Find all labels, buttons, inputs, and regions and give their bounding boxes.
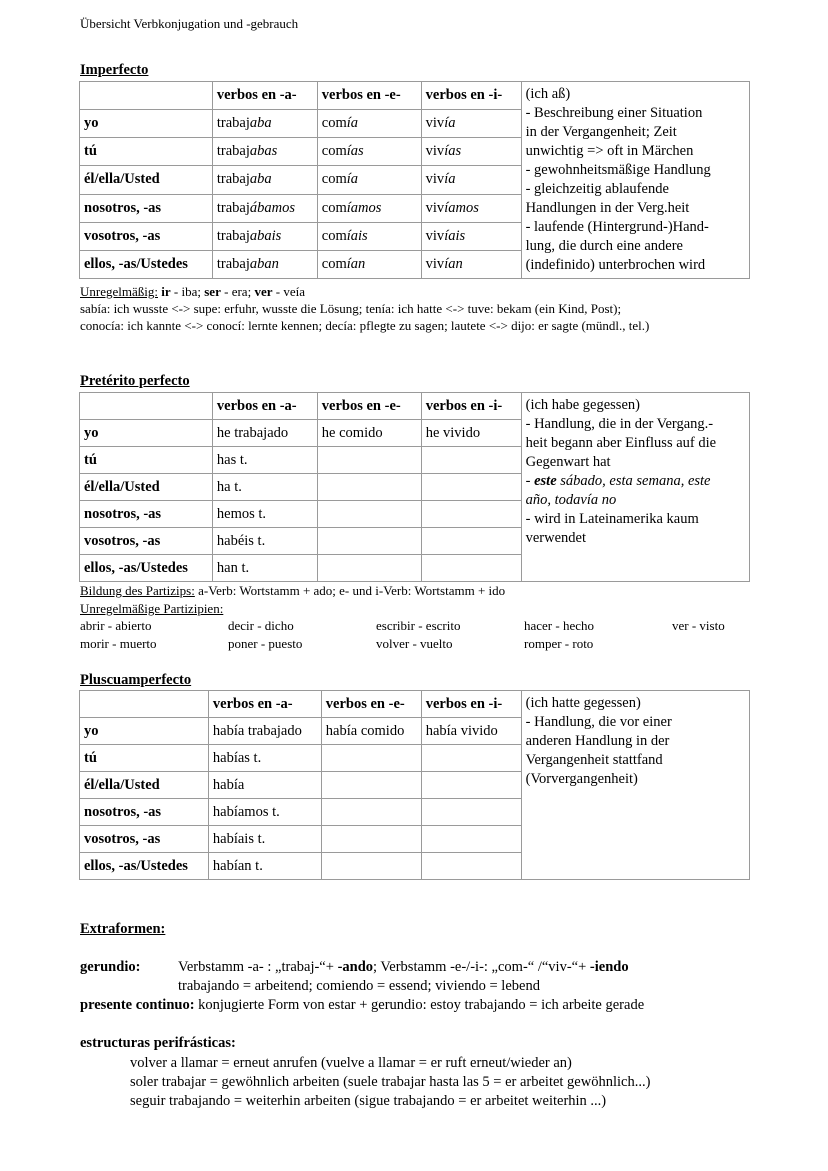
- gerundio-text: ; Verbstamm -e-/-i-: „com-“ /“viv-“+: [373, 959, 590, 975]
- stem: viv: [425, 171, 445, 188]
- ending: aba: [249, 171, 272, 188]
- note-line: (indefinido) unterbrochen wird: [525, 257, 706, 273]
- stem: viv: [425, 115, 445, 132]
- irregular-participles-grid: [80, 617, 780, 653]
- ending: ábamos: [249, 199, 296, 216]
- header-a: verbos en -a-: [212, 393, 317, 420]
- form-a-cell: había trabajado: [208, 718, 321, 745]
- stem: trabaj: [216, 199, 250, 216]
- person-cell: yo: [80, 718, 209, 745]
- form-a-cell: [212, 110, 317, 138]
- form-i-cell: he vivido: [421, 420, 521, 447]
- participle-item: hacer - hecho: [524, 618, 595, 633]
- estructuras-list: [130, 1054, 790, 1111]
- person-cell: él/ella/Usted: [80, 772, 209, 799]
- form-i-cell: [421, 222, 521, 250]
- pluscuamperfecto-notes: [521, 691, 749, 880]
- list-item: volver a llamar = erneut anrufen (vuelve a llamar = er ruft erneut/wieder an): [130, 1055, 572, 1071]
- header-a: verbos en -a-: [208, 691, 321, 718]
- pluscuamperfecto-title: Pluscuamperfecto: [80, 672, 192, 688]
- stem: com: [321, 199, 347, 216]
- note-line: - gewohnheitsmäßige Handlung: [525, 162, 711, 178]
- person-cell: vosotros, -as: [80, 528, 213, 555]
- note-line: lung, die durch eine andere: [525, 238, 683, 254]
- form-e-cell: había comido: [321, 718, 421, 745]
- form-i-cell: [421, 799, 521, 826]
- form-e-cell: [317, 166, 421, 194]
- note-prefix: -: [525, 473, 535, 489]
- note-line: - wird in Lateinamerika kaum: [525, 511, 699, 527]
- form-a-cell: habíais t.: [208, 826, 321, 853]
- form-i-cell: [421, 826, 521, 853]
- person-cell: ellos, -as/Ustedes: [80, 853, 209, 880]
- imperfecto-title: Imperfecto: [80, 62, 149, 78]
- note-line: Vergangenheit stattfand: [525, 752, 663, 768]
- note-line: (Vorvergangenheit): [525, 771, 638, 787]
- stem: trabaj: [216, 115, 250, 132]
- note-line: heit begann aber Einfluss auf die: [525, 435, 717, 451]
- note-line: - Beschreibung einer Situation: [525, 105, 703, 121]
- participle-formation: [80, 582, 780, 599]
- person-cell: ellos, -as/Ustedes: [80, 250, 213, 278]
- ending: ía: [346, 115, 359, 132]
- estructuras-label: estructuras perifrásticas:: [80, 1035, 236, 1051]
- stem: com: [321, 171, 347, 188]
- irregular-form: era: [231, 284, 248, 299]
- note-line: [526, 472, 745, 491]
- form-e-cell: [317, 528, 421, 555]
- form-e-cell: [317, 194, 421, 222]
- person-cell: nosotros, -as: [80, 799, 209, 826]
- form-i-cell: [421, 745, 521, 772]
- form-i-cell: [421, 110, 521, 138]
- empty-header-cell: [80, 82, 213, 110]
- form-i-cell: [421, 194, 521, 222]
- form-i-cell: [421, 501, 521, 528]
- note-rest: sábado, esta semana, este: [556, 473, 711, 489]
- ending: ían: [346, 255, 366, 272]
- person-cell: nosotros, -as: [80, 194, 213, 222]
- header-e: verbos en -e-: [317, 82, 421, 110]
- irregular-verb: ser: [204, 284, 221, 299]
- irregular-verb: ver: [254, 284, 273, 299]
- gerundio-examples: trabajando = arbeitend; comiendo = essend; viviendo = lebend: [178, 978, 540, 994]
- stem: com: [321, 255, 347, 272]
- separator: -: [272, 284, 284, 299]
- form-e-cell: [321, 799, 421, 826]
- form-a-cell: [212, 166, 317, 194]
- person-cell: nosotros, -as: [80, 501, 213, 528]
- stem: trabaj: [216, 255, 250, 272]
- form-i-cell: [421, 528, 521, 555]
- participle-item: poner - puesto: [228, 636, 303, 651]
- participle-label: Bildung des Partizips:: [80, 583, 195, 598]
- form-e-cell: [317, 474, 421, 501]
- ending: abas: [249, 143, 278, 160]
- ending: íais: [346, 227, 368, 244]
- preterito-perfecto-title: Pretérito perfecto: [80, 373, 190, 389]
- participle-item: morir - muerto: [80, 636, 157, 651]
- note-line: (ich hatte gegessen): [525, 695, 641, 711]
- page-title: Übersicht Verbkonjugation und -gebrauch: [80, 16, 299, 31]
- irregular-line: [80, 283, 780, 300]
- note-line: - Handlung, die vor einer: [525, 714, 672, 730]
- header-e: verbos en -e-: [317, 393, 421, 420]
- note-line: - Handlung, die in der Vergang.-: [525, 416, 714, 432]
- person-cell: tú: [80, 745, 209, 772]
- header-e: verbos en -e-: [321, 691, 421, 718]
- stem: viv: [425, 227, 445, 244]
- form-i-cell: [421, 853, 521, 880]
- note-line: - gleichzeitig ablaufende: [525, 181, 669, 197]
- note-bold: este: [534, 473, 557, 489]
- form-i-cell: [421, 250, 521, 278]
- form-e-cell: [321, 826, 421, 853]
- ending: ía: [444, 171, 456, 188]
- form-i-cell: [421, 474, 521, 501]
- person-cell: tú: [80, 138, 213, 166]
- form-e-cell: [317, 222, 421, 250]
- pluscuamperfecto-table: [79, 690, 750, 880]
- form-e-cell: [317, 555, 421, 582]
- separator: -: [220, 284, 232, 299]
- ending: íamos: [346, 199, 382, 216]
- form-a-cell: [212, 194, 317, 222]
- note-line: año, todavía no: [525, 492, 617, 508]
- person-cell: vosotros, -as: [80, 222, 213, 250]
- stem: viv: [425, 199, 445, 216]
- presente-continuo-label: presente continuo:: [80, 997, 195, 1013]
- form-e-cell: [317, 110, 421, 138]
- meaning-line: conocía: ich kannte <-> conocí: lernte kennen; decía: pflegte zu sagen; lautete <-> dijo: er sagte (mündl., tel.): [80, 318, 650, 333]
- person-cell: vosotros, -as: [80, 826, 209, 853]
- form-i-cell: [421, 555, 521, 582]
- participle-item: volver - vuelto: [376, 636, 453, 651]
- ending: ías: [444, 143, 462, 160]
- form-a-cell: han t.: [212, 555, 317, 582]
- form-a-cell: [212, 250, 317, 278]
- form-i-cell: [421, 447, 521, 474]
- stem: com: [321, 115, 347, 132]
- note-line: (ich habe gegessen): [525, 397, 640, 413]
- form-e-cell: he comido: [317, 420, 421, 447]
- ending: íais: [444, 227, 466, 244]
- note-line: Handlungen in der Verg.heit: [525, 200, 690, 216]
- gerundio-line: [80, 958, 780, 977]
- gerundio-rule: [178, 958, 629, 977]
- note-line: Gegenwart hat: [525, 454, 611, 470]
- ending: íamos: [444, 199, 479, 216]
- preterito-perfecto-notes: [521, 393, 749, 582]
- imperfecto-table: [79, 81, 750, 279]
- form-a-cell: [212, 138, 317, 166]
- participle-text: a-Verb: Wortstamm + ado; e- und i-Verb: Wortstamm + ido: [194, 583, 506, 598]
- form-a-cell: ha t.: [212, 474, 317, 501]
- ending: ías: [346, 143, 364, 160]
- stem: viv: [425, 255, 445, 272]
- gerundio-text: Verbstamm -a- : „trabaj-“+: [178, 959, 338, 975]
- person-cell: él/ella/Usted: [80, 474, 213, 501]
- stem: com: [321, 143, 347, 160]
- note-line: (ich aß): [525, 86, 571, 102]
- gerundio-ending: -ando: [337, 959, 374, 975]
- participle-item: escribir - escrito: [376, 618, 461, 633]
- form-e-cell: [321, 772, 421, 799]
- participle-item: abrir - abierto: [80, 618, 152, 633]
- imperfecto-notes: [521, 82, 749, 279]
- person-cell: tú: [80, 447, 213, 474]
- person-cell: él/ella/Usted: [80, 166, 213, 194]
- joiner: ;: [247, 284, 255, 299]
- form-a-cell: habías t.: [208, 745, 321, 772]
- presente-continuo-line: [80, 996, 780, 1015]
- form-e-cell: [317, 447, 421, 474]
- form-e-cell: [321, 853, 421, 880]
- form-e-cell: [321, 745, 421, 772]
- person-cell: yo: [80, 420, 213, 447]
- ending: abais: [249, 227, 282, 244]
- form-a-cell: has t.: [212, 447, 317, 474]
- imperfecto-irregular: [80, 283, 780, 334]
- form-i-cell: había vivido: [421, 718, 521, 745]
- form-a-cell: hemos t.: [212, 501, 317, 528]
- note-line: anderen Handlung in der: [525, 733, 670, 749]
- empty-header-cell: [80, 393, 213, 420]
- joiner: ;: [197, 284, 205, 299]
- irregular-form: veía: [283, 284, 305, 299]
- form-i-cell: [421, 138, 521, 166]
- gerundio-label: gerundio:: [80, 959, 141, 975]
- presente-continuo-text: konjugierte Form von estar + gerundio: estoy trabajando = ich arbeite gerade: [194, 997, 645, 1013]
- stem: trabaj: [216, 171, 250, 188]
- person-cell: ellos, -as/Ustedes: [80, 555, 213, 582]
- header-i: verbos en -i-: [421, 82, 521, 110]
- form-i-cell: [421, 772, 521, 799]
- irregular-label: Unregelmäßig:: [80, 284, 158, 299]
- person-cell: yo: [80, 110, 213, 138]
- form-a-cell: había: [208, 772, 321, 799]
- form-a-cell: habíamos t.: [208, 799, 321, 826]
- form-e-cell: [317, 501, 421, 528]
- irregular-form: iba: [181, 284, 198, 299]
- ending: ían: [444, 255, 463, 272]
- ending: aba: [249, 115, 272, 132]
- note-line: unwichtig => oft in Märchen: [525, 143, 694, 159]
- separator: -: [170, 284, 182, 299]
- stem: trabaj: [216, 227, 250, 244]
- participle-item: ver - visto: [672, 618, 725, 633]
- list-item: seguir trabajando = weiterhin arbeiten (sigue trabajando = er arbeitet weiterhin ...): [130, 1093, 607, 1109]
- form-a-cell: he trabajado: [212, 420, 317, 447]
- form-a-cell: habían t.: [208, 853, 321, 880]
- form-i-cell: [421, 166, 521, 194]
- stem: viv: [425, 143, 445, 160]
- empty-header-cell: [80, 691, 209, 718]
- header-i: verbos en -i-: [421, 691, 521, 718]
- ending: ía: [444, 115, 456, 132]
- gerundio-ending: -iendo: [589, 959, 629, 975]
- meaning-line: sabía: ich wusste <-> supe: erfuhr, wusste die Lösung; tenía: ich hatte <-> tuve: bekam (ein Kind, Post);: [80, 301, 622, 316]
- preterito-perfecto-table: [79, 392, 750, 582]
- ending: aban: [249, 255, 279, 272]
- form-e-cell: [317, 138, 421, 166]
- list-item: soler trabajar = gewöhnlich arbeiten (suele trabajar hasta las 5 = er arbeitet gewöhnlich...): [130, 1074, 651, 1090]
- participle-item: decir - dicho: [228, 618, 294, 633]
- irregular-participles-label: Unregelmäßige Partizipien:: [80, 601, 224, 616]
- participle-item: romper - roto: [524, 636, 594, 651]
- header-a: verbos en -a-: [212, 82, 317, 110]
- note-line: in der Vergangenheit; Zeit: [525, 124, 677, 140]
- stem: trabaj: [216, 143, 250, 160]
- ending: ía: [346, 171, 359, 188]
- irregular-verb: ir: [161, 284, 171, 299]
- extraformen-title: Extraformen:: [80, 921, 166, 937]
- stem: com: [321, 227, 347, 244]
- form-e-cell: [317, 250, 421, 278]
- note-line: - laufende (Hintergrund-)Hand-: [525, 219, 709, 235]
- form-a-cell: habéis t.: [212, 528, 317, 555]
- note-line: verwendet: [525, 530, 587, 546]
- form-a-cell: [212, 222, 317, 250]
- header-i: verbos en -i-: [421, 393, 521, 420]
